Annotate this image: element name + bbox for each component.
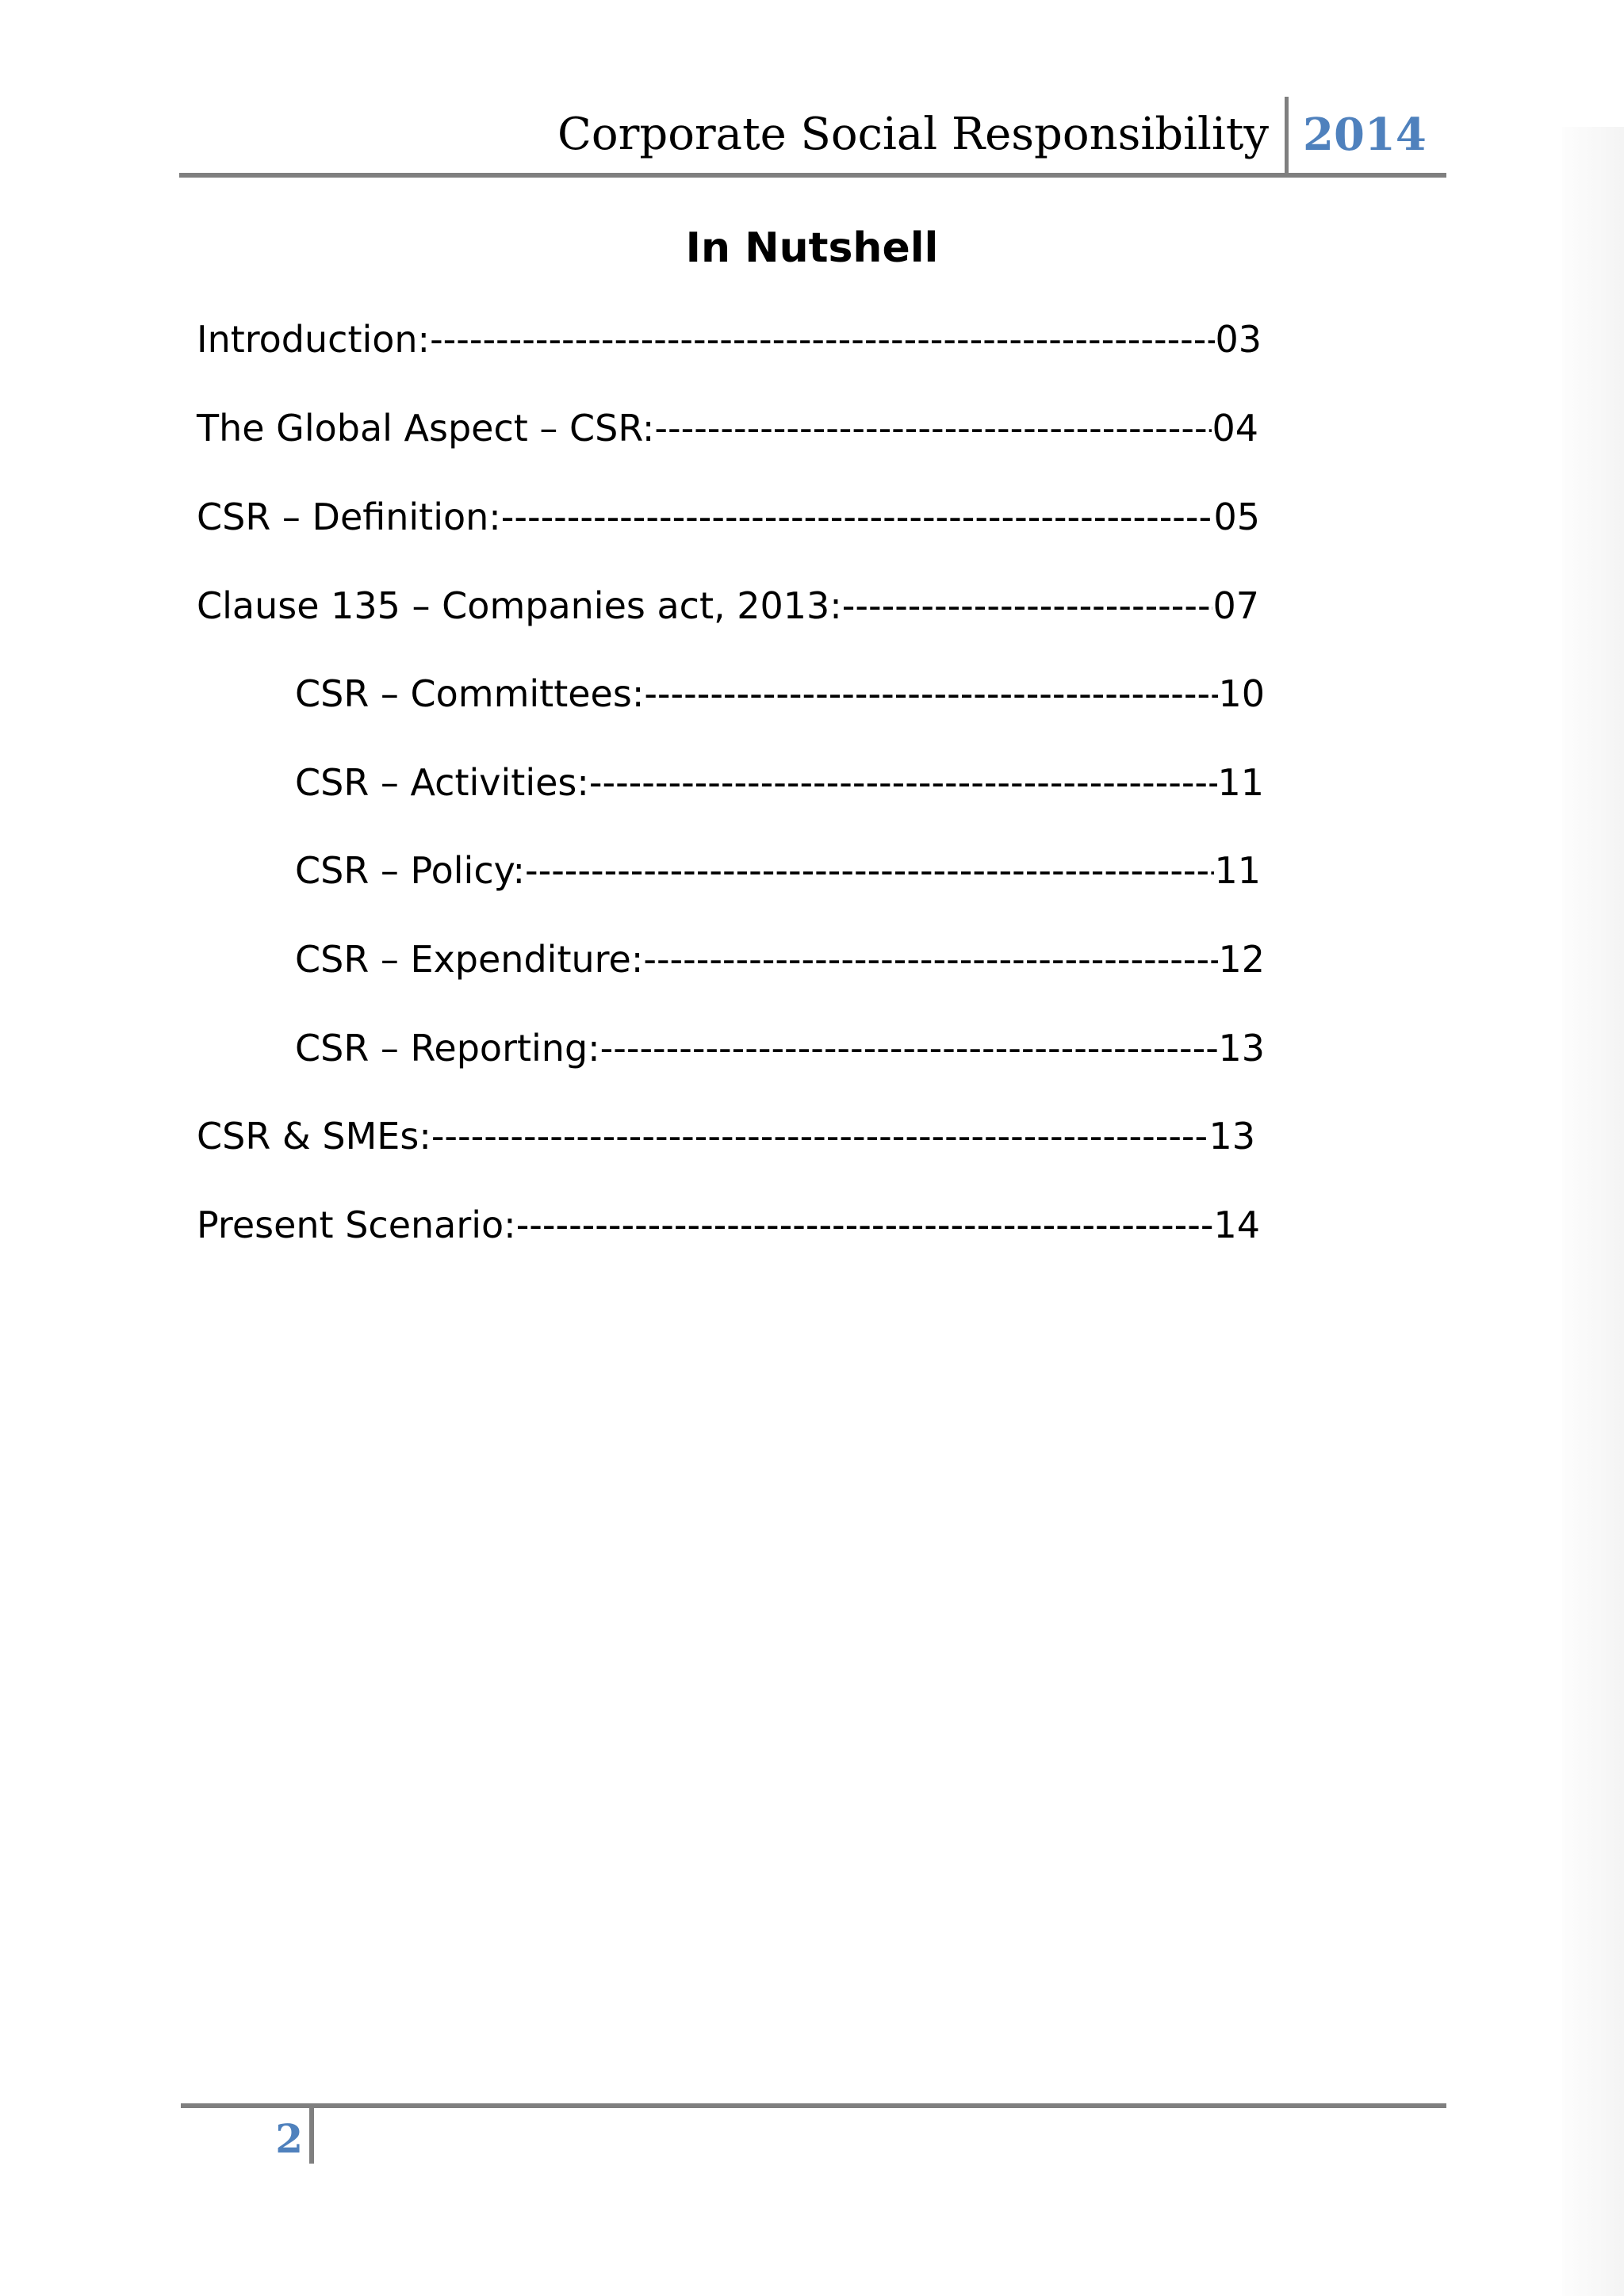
toc-entry-page: 04 <box>1212 407 1258 450</box>
toc-entry-label: CSR – Expenditure: <box>295 938 644 981</box>
toc-entry-page: 11 <box>1214 849 1261 892</box>
toc-dot-leader <box>516 1197 1214 1253</box>
toc-dot-leader <box>525 843 1214 898</box>
footer-rule <box>181 2103 1446 2108</box>
toc-entry-label: CSR – Policy: <box>295 849 525 892</box>
toc-dot-leader <box>589 755 1218 810</box>
toc-dot-leader <box>643 932 1218 987</box>
footer-divider <box>309 2108 314 2164</box>
toc-entry-reporting <box>295 1020 1265 1076</box>
toc-entry-expenditure <box>295 932 1265 987</box>
toc-entry-page: 11 <box>1217 761 1264 804</box>
toc-entry-label: Clause 135 – Companies act, 2013: <box>197 584 842 627</box>
toc-title: In Nutshell <box>685 224 939 272</box>
header-year: 2014 <box>1303 109 1427 161</box>
toc-dot-leader <box>501 489 1214 545</box>
toc-entry-present-scenario <box>197 1197 1260 1253</box>
toc-entry-label: CSR & SMEs: <box>197 1115 431 1158</box>
toc-entry-smes <box>197 1108 1255 1164</box>
toc-entry-policy <box>295 843 1261 898</box>
toc-entry-label: CSR – Definition: <box>197 496 501 538</box>
toc-dot-leader <box>600 1020 1219 1076</box>
toc-dot-leader <box>644 666 1218 721</box>
toc-entry-label: Present Scenario: <box>197 1203 516 1246</box>
toc-entry-activities <box>295 755 1264 810</box>
toc-entry-page: 13 <box>1218 1027 1265 1070</box>
toc-entry-page: 13 <box>1208 1115 1255 1158</box>
toc-entry-page: 03 <box>1215 318 1262 361</box>
toc-dot-leader <box>430 312 1215 367</box>
toc-entry-introduction <box>197 312 1262 367</box>
toc-entry-page: 12 <box>1218 938 1265 981</box>
toc-dot-leader <box>431 1108 1209 1164</box>
toc-entry-label: CSR – Reporting: <box>295 1027 600 1070</box>
header-title: Corporate Social Responsibility <box>557 109 1269 160</box>
toc-entry-global-aspect <box>197 400 1258 456</box>
toc-dot-leader <box>654 400 1212 456</box>
toc-entry-page: 14 <box>1213 1203 1260 1246</box>
toc-entry-page: 05 <box>1213 496 1260 538</box>
toc-entry-label: The Global Aspect – CSR: <box>197 407 655 450</box>
toc-entry-label: CSR – Committees: <box>295 672 645 715</box>
toc-dot-leader <box>842 578 1213 633</box>
toc-entry-label: Introduction: <box>197 318 431 361</box>
toc-entry-label: CSR – Activities: <box>295 761 589 804</box>
toc-entry-committees <box>295 666 1265 721</box>
toc-entry-page: 07 <box>1212 584 1259 627</box>
toc-entry-page: 10 <box>1218 672 1265 715</box>
footer-page-number: 2 <box>275 2115 303 2162</box>
toc-entry-clause-135 <box>197 578 1259 633</box>
toc-entry-definition <box>197 489 1260 545</box>
